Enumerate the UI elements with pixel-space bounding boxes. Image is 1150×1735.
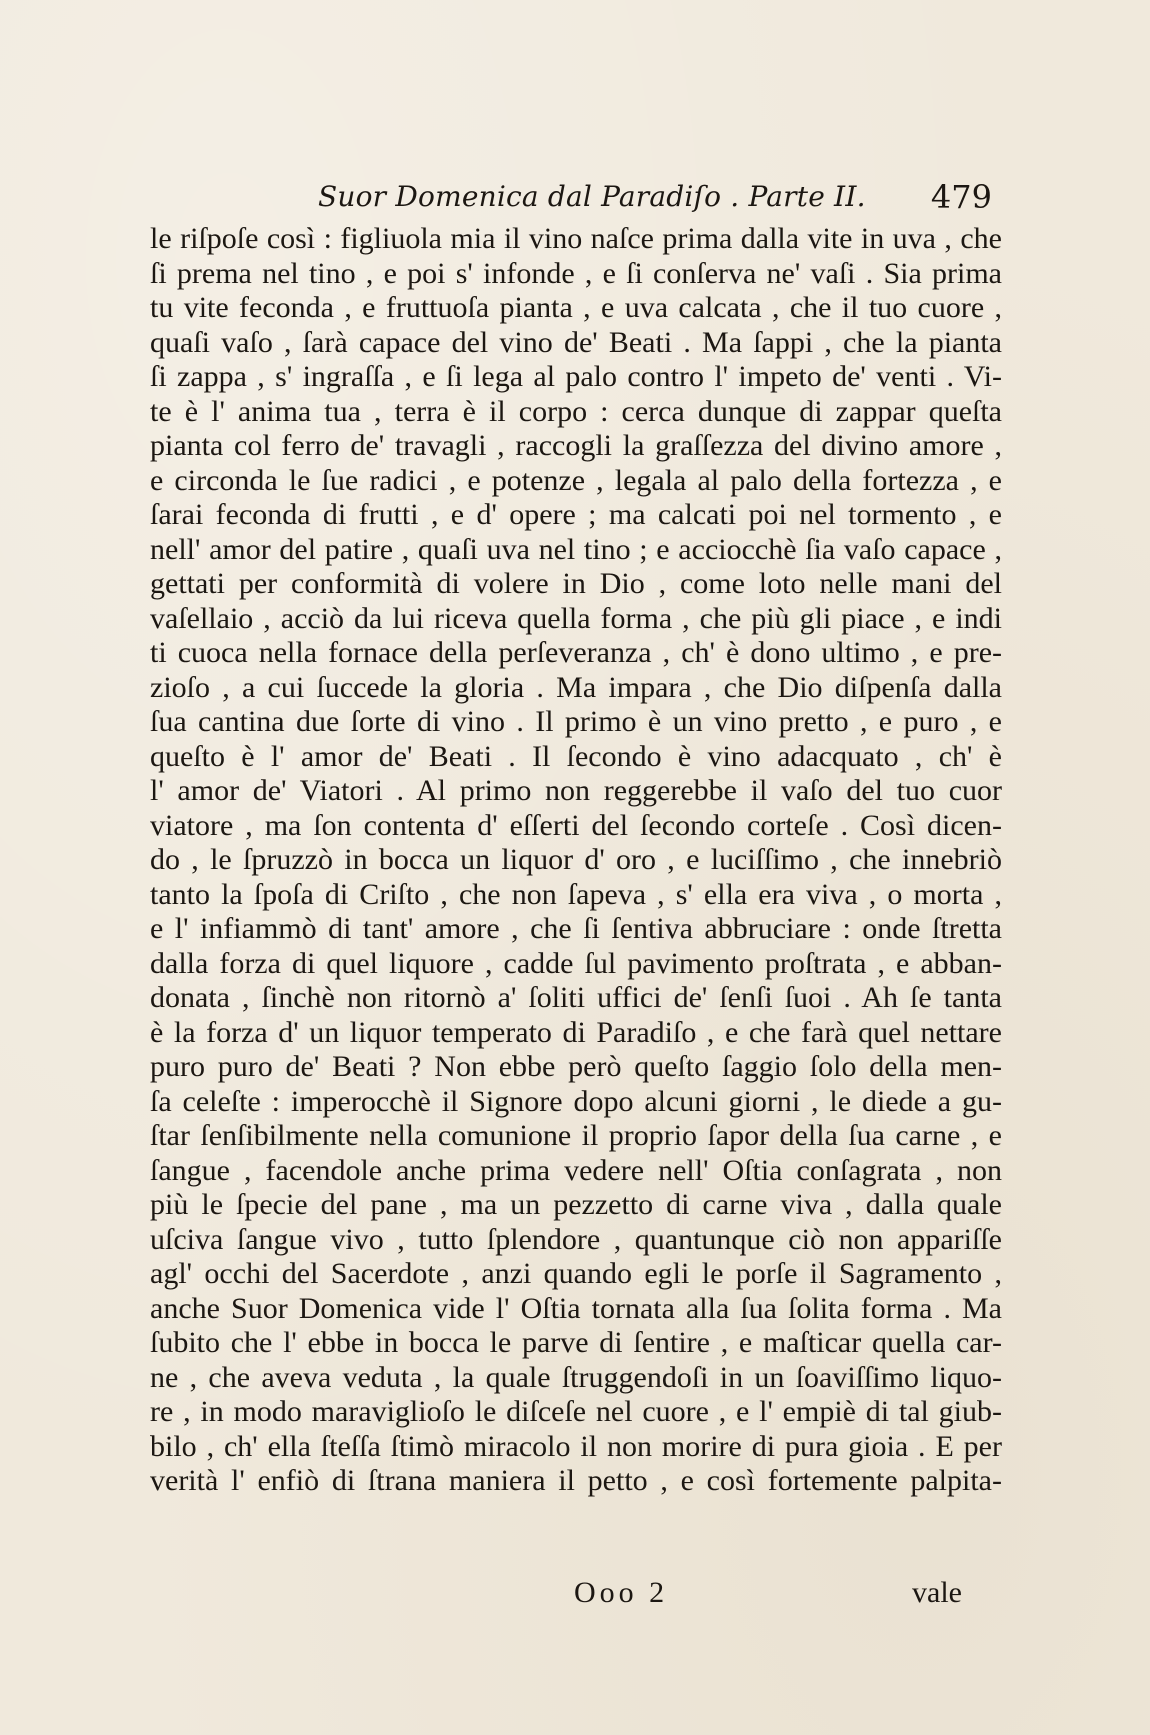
text-line: e circonda le ſue radici , e potenze , legala al palo della fortezza , e xyxy=(150,463,1002,497)
text-line: quaſi vaſo , ſarà capace del vino de' Beati . Ma ſappi , che la pianta xyxy=(150,325,1002,359)
text-line: ſa celeſte : imperocchè il Signore dopo alcuni giorni , le diede a gu- xyxy=(150,1084,1002,1118)
page-footer xyxy=(150,1576,1002,1616)
text-line: do , le ſpruzzò in bocca un liquor d' oro , e luciſſimo , che innebriò xyxy=(150,843,1002,876)
text-line: più le ſpecie del pane , ma un pezzetto di carne viva , dalla quale xyxy=(150,1188,1002,1221)
text-line: vaſellaio , acciò da lui riceva quella forma , che più gli piace , e indi xyxy=(150,601,1002,635)
text-line: uſciva ſangue vivo , tutto ſplendore , quantunque ciò non appariſſe xyxy=(150,1222,1002,1256)
text-line: ti cuoca nella fornace della perſeveranza , ch' è dono ultimo , e pre- xyxy=(150,636,1002,669)
text-line: ſangue , facendole anche prima vedere nell' Oſtia conſagrata , non xyxy=(150,1153,1002,1187)
text-line: te è l' anima tua , terra è il corpo : cerca dunque di zappar queſta xyxy=(150,394,1002,428)
text-line: anche Suor Domenica vide l' Oſtia tornata alla ſua ſolita forma . Ma xyxy=(150,1291,1002,1325)
text-line: re , in modo maraviglioſo le diſceſe nel cuore , e l' empiè di tal giub- xyxy=(150,1395,1002,1428)
running-title: Suor Domenica dal Paradiſo . Parte II. xyxy=(318,180,866,213)
signature-mark: Ooo 2 xyxy=(574,1576,669,1609)
text-line: puro puro de' Beati ? Non ebbe però queſto ſaggio ſolo della men- xyxy=(150,1050,1002,1083)
text-line: ſi prema nel tino , e poi s' infonde , e ſi conſerva ne' vaſi . Sia prima xyxy=(150,256,1002,290)
text-line: ſarai feconda di frutti , e d' opere ; ma calcati poi nel tormento , e xyxy=(150,498,1002,531)
text-line: tanto la ſpoſa di Criſto , che non ſapeva , s' ella era viva , o morta , xyxy=(150,877,1002,911)
text-line: queſto è l' amor de' Beati . Il ſecondo è vino adacquato , ch' è xyxy=(150,739,1002,773)
text-line: e l' infiammò di tant' amore , che ſi ſentiva abbruciare : onde ſtretta xyxy=(150,912,1002,945)
text-line: viatore , ma ſon contenta d' eſſerti del ſecondo corteſe . Così dicen- xyxy=(150,808,1002,842)
text-line: le riſpoſe così : figliuola mia il vino naſce prima dalla vite in uva , che xyxy=(150,222,1002,255)
text-line: gettati per conformità di volere in Dio , come loto nelle mani del xyxy=(150,567,1002,600)
text-line: ſua cantina due ſorte di vino . Il primo è un vino pretto , e puro , e xyxy=(150,705,1002,738)
text-line: tu vite feconda , e fruttuoſa pianta , e uva calcata , che il tuo cuore , xyxy=(150,291,1002,324)
text-line: ne , che aveva veduta , la quale ſtruggendoſi in un ſoaviſſimo liquo- xyxy=(150,1360,1002,1394)
text-line: donata , ſinchè non ritornò a' ſoliti uffici de' ſenſi ſuoi . Ah ſe tanta xyxy=(150,981,1002,1014)
text-line: l' amor de' Viatori . Al primo non reggerebbe il vaſo del tuo cuor xyxy=(150,774,1002,807)
text-line: verità l' enfiò di ſtrana maniera il petto , e così fortemente palpita- xyxy=(150,1464,1002,1497)
text-line: ſi zappa , s' ingraſſa , e ſi lega al palo contro l' impeto de' venti . Vi- xyxy=(150,360,1002,393)
text-line: zioſo , a cui ſuccede la gloria . Ma impara , che Dio diſpenſa dalla xyxy=(150,670,1002,704)
text-line: dalla forza di quel liquore , cadde ſul pavimento proſtrata , e abban- xyxy=(150,946,1002,980)
text-line: ſubito che l' ebbe in bocca le parve di ſentire , e maſticar quella car- xyxy=(150,1326,1002,1359)
text-line: ſtar ſenſibilmente nella comunione il proprio ſapor della ſua carne , e xyxy=(150,1119,1002,1152)
catchword: vale xyxy=(912,1576,962,1609)
text-line: bilo , ch' ella ſteſſa ſtimò miracolo il non morire di pura gioia . E per xyxy=(150,1429,1002,1463)
text-line: agl' occhi del Sacerdote , anzi quando egli le porſe il Sagramento , xyxy=(150,1257,1002,1290)
text-line: pianta col ferro de' travagli , raccogli la graſſezza del divino amore , xyxy=(150,429,1002,462)
page-number: 479 xyxy=(930,178,992,216)
text-line: è la forza d' un liquor temperato di Paradiſo , e che farà quel nettare xyxy=(150,1015,1002,1049)
page-header xyxy=(150,178,1002,222)
text-line: nell' amor del patire , quaſi uva nel tino ; e acciocchè ſia vaſo capace , xyxy=(150,532,1002,566)
body-text xyxy=(150,222,1002,1499)
